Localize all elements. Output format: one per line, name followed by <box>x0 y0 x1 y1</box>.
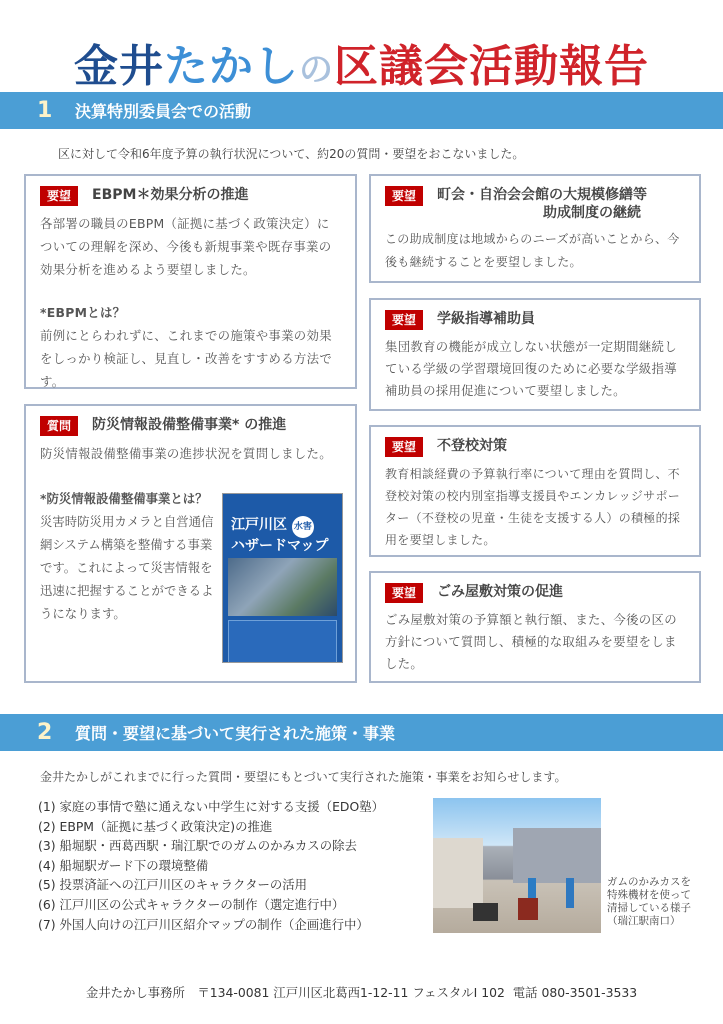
photo-booth <box>433 838 483 908</box>
list-item: (5) 投票済証への江戸川区のキャラクターの活用 <box>38 877 308 893</box>
caption-line: ガムのかみカスを <box>607 876 691 888</box>
note-body: 災害時防災用カメラと自営通信網システム構築を整備する事業です。これによって災害情報を迅速に把握することができるようになります。 <box>40 514 214 621</box>
card-hall-subsidy <box>369 174 701 283</box>
gum-cleaning-photo <box>433 798 601 933</box>
card-body: 防災情報設備整備事業の進捗状況を質問しました。 <box>40 446 332 461</box>
list-item: (7) 外国人向けの江戸川区紹介マップの制作（企画進行中） <box>38 916 369 932</box>
photo-building <box>513 828 601 883</box>
request-tag: 要望 <box>385 310 423 330</box>
caption-line: （瑞江駅南口） <box>607 915 681 927</box>
poster-title-1: 江戸川区 <box>231 517 287 533</box>
photo-worker <box>566 878 574 908</box>
question-tag: 質問 <box>40 416 78 436</box>
measures-list <box>38 797 384 934</box>
photo-machine <box>473 903 498 921</box>
caption-line: 清掃している様子 <box>607 902 691 914</box>
card-class-assistant <box>369 298 701 411</box>
list-item: (1) 家庭の事情で塾に通えない中学生に対する支援（EDO塾） <box>38 799 384 814</box>
title-name-kanji: 金井 <box>74 41 164 92</box>
section-number: 1 <box>37 98 53 123</box>
section-heading: 質問・要望に基づいて実行された施策・事業 <box>75 724 396 743</box>
note-body: 前例にとらわれずに、これまでの施策や事業の効果をしっかり検証し、見直し・改善をすすめる方法です。 <box>40 328 333 389</box>
card-title: 学級指導補助員 <box>437 311 536 327</box>
card-title: ごみ屋敷対策の促進 <box>437 584 564 600</box>
list-item: (6) 江戸川区の公式キャラクターの制作（選定進行中） <box>38 896 345 912</box>
section1-header <box>0 92 723 129</box>
note-title: *EBPMとは？ <box>40 305 126 320</box>
card-ebpm <box>24 174 357 389</box>
poster-badge: 水害 <box>292 516 314 538</box>
card-title: 不登校対策 <box>437 438 508 454</box>
title-name-kana: たかし <box>164 41 299 92</box>
note-title: *防災情報設備整備事業とは？ <box>40 491 208 506</box>
photo-generator <box>518 898 538 920</box>
section1-intro: 区に対して令和6年度予算の執行状況について、約20の質問・要望をおこないました。 <box>58 147 525 161</box>
card-truancy <box>369 425 701 557</box>
card-body: 教育相談経費の予算執行率について理由を質問し、不登校対策の校内別室指導支援員やエンカレッジサポーター（不登校の児童・生徒を支援する人）の積極的採用を要望しました。 <box>385 467 681 547</box>
section2-intro: 金井たかしがこれまでに行った質問・要望にもとづいて実行された施策・事業をお知らせします。 <box>40 770 567 784</box>
card-body: 各部署の職員のEBPM（証拠に基づく政策決定）についての理解を深め、今後も新規事業や既存事業の効果分析を進めるよう要望しました。 <box>40 216 332 277</box>
page-title <box>0 30 723 94</box>
request-tag: 要望 <box>40 186 78 206</box>
card-hoarding-house <box>369 571 701 683</box>
request-tag: 要望 <box>385 583 423 603</box>
card-body: 集団教育の機能が成立しない状態が一定期間継続している学級の学習環境回復のために必要な学級指導補助員の採用促進について要望しました。 <box>385 339 677 398</box>
card-body: ごみ屋敷対策の予算額と執行額、また、今後の区の方針について質問し、積極的な取組みを要望をしました。 <box>385 612 677 671</box>
section-number: 2 <box>37 720 53 745</box>
poster-title-2: ハザードマップ <box>231 538 329 554</box>
card-title-line1: 町会・自治会会館の大規模修繕等 <box>437 187 648 203</box>
request-tag: 要望 <box>385 186 423 206</box>
caption-line: 特殊機材を使って <box>607 889 691 901</box>
poster-map-image <box>228 558 337 616</box>
photo-caption <box>607 876 691 928</box>
list-item: (4) 船堀駅ガード下の環境整備 <box>38 857 209 873</box>
title-report: 区議会活動報告 <box>334 41 649 92</box>
hazard-map-poster-image <box>222 493 343 663</box>
request-tag: 要望 <box>385 437 423 457</box>
list-item: (3) 船堀駅・西葛西駅・瑞江駅でのガムのかみカスの除去 <box>38 838 357 854</box>
section2-header <box>0 714 723 751</box>
title-particle: の <box>299 50 334 90</box>
card-title-line2: 助成制度の継続 <box>543 205 642 221</box>
card-body: この助成制度は地域からのニーズが高いことから、今後も継続することを要望しました。 <box>385 232 680 269</box>
list-item: (2) EBPM（証拠に基づく政策決定)の推進 <box>38 818 273 834</box>
photo-worker <box>528 878 536 898</box>
poster-info-panel <box>228 620 337 663</box>
card-title: 防災情報設備整備事業* の推進 <box>92 417 287 433</box>
footer-contact: 金井たかし事務所 〒134-0081 江戸川区北葛西1-12-11 フェスタルⅠ 102 電話 080-3501-3533 <box>85 985 638 1000</box>
section-heading: 決算特別委員会での活動 <box>75 102 252 121</box>
card-title: EBPM＊効果分析の推進 <box>92 187 249 203</box>
